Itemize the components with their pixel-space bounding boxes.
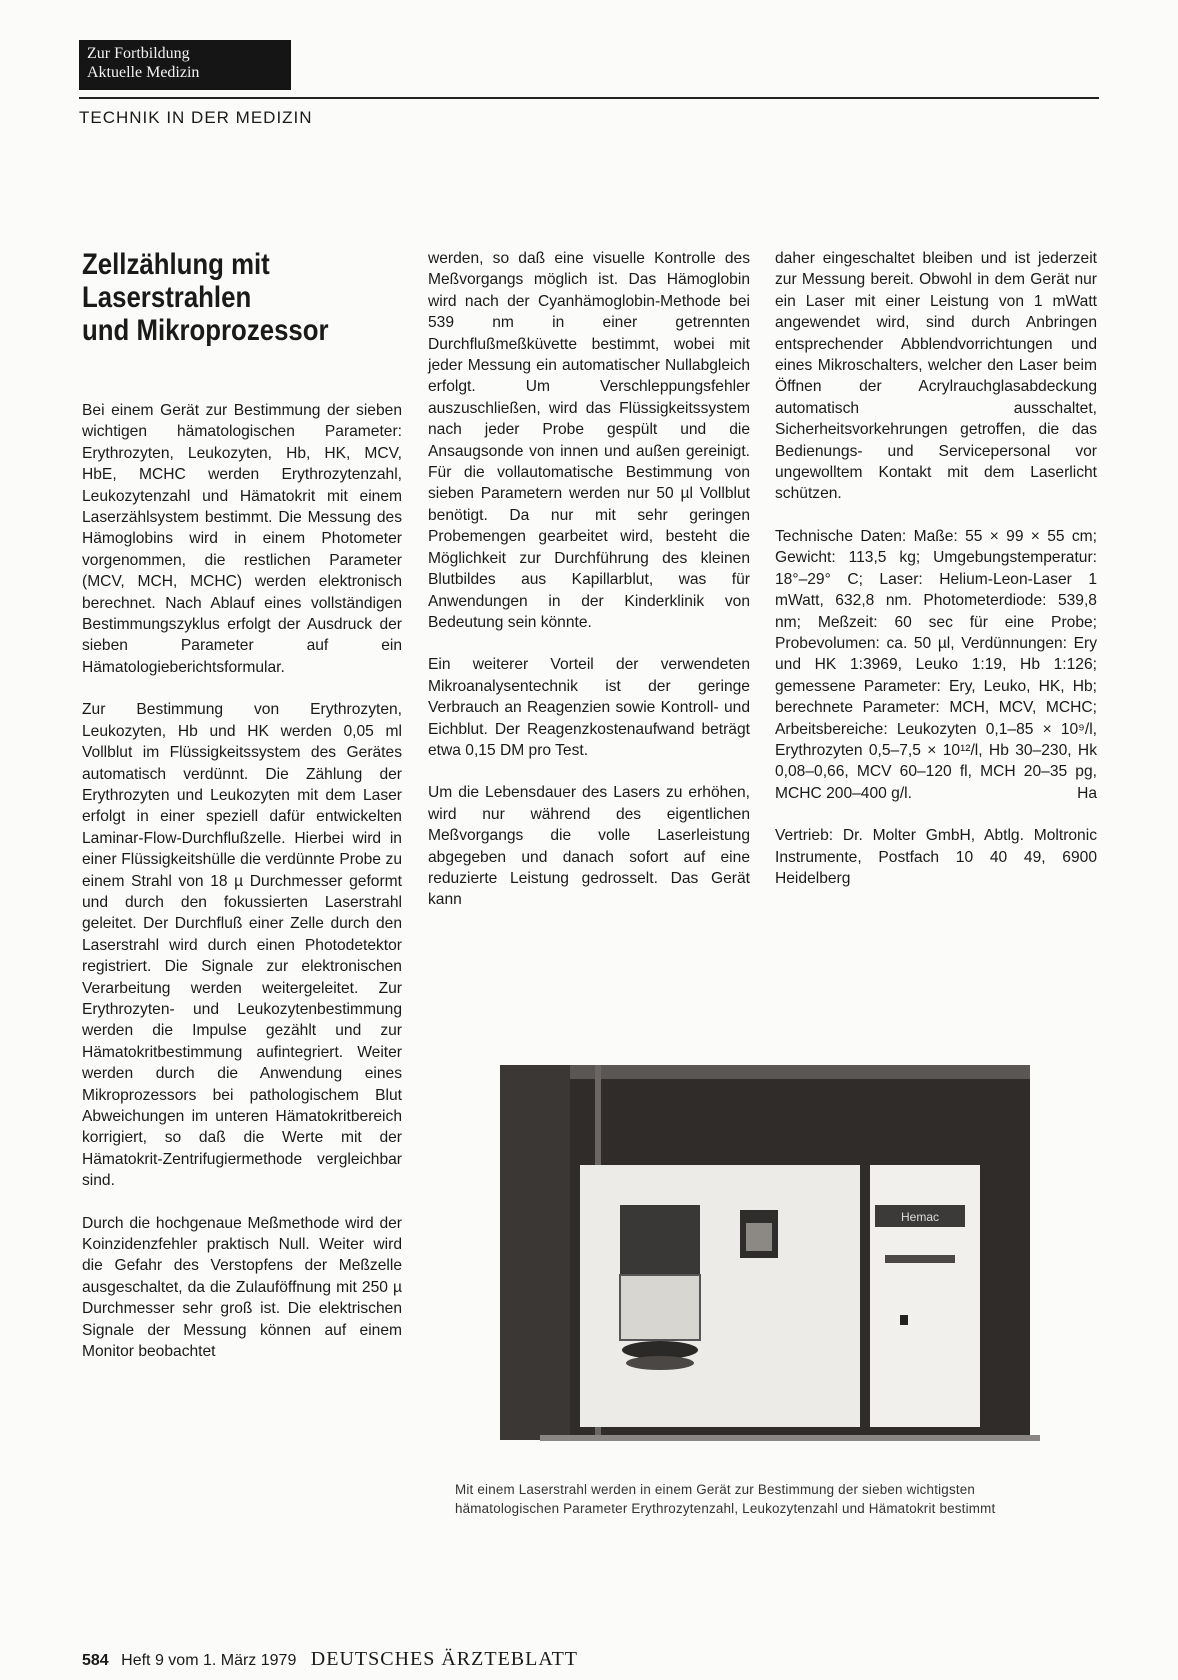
text-column-2	[428, 248, 750, 932]
text-column-3	[775, 248, 1097, 910]
figure-caption: Mit einem Laserstrahl werden in einem Gerät zur Bestimmung der sieben wichtigsten hämatologischen Parameter Erythrozytenzahl, Leukozytenzahl und Hämatokrit bestimmt	[455, 1482, 996, 1516]
device-label: Hemac	[900, 1210, 940, 1224]
paragraph: Bei einem Gerät zur Bestimmung der sieben wichtigen hämatologischen Parameter: Erythrozyten, Leukozyten, Hb, HK, MCV, HbE, MCHC werden Erythrozytenzahl, Leukozytenzahl und Hämatokrit mit einem Laserzählsystem bestimmt. Die Messung des Hämoglobins wird in einem Photometer vorgenommen, die restlichen Parameter (MCV, MCH, MCHC) werden elektronisch berechnet. Nach Ablauf eines vollständigen Bestimmungszyklus erfolgt der Ausdruck der sieben Parameter auf ein Hämatologieberichtsformular.	[82, 402, 402, 676]
tech-data-text: Technische Daten: Maße: 55 × 99 × 55 cm; Gewicht: 113,5 kg; Umgebungstemperatur: 18°–29° C; Laser: Helium-Leon-Laser 1 mWatt, 632,8 nm. Photometerdiode: 539,8 nm; Meßzeit: 60 sec für eine Probe; Probevolumen: ca. 50 µl, Verdünnungen: Ery und HK 1:3969, Leuko 1:19, Hb 1:126; gemessene Parameter: Ery, Leuko, HK, Hb; berechnete Parameter: MCH, MCV, MCHC; Arbeitsbereiche: Leukozyten 0,1–85 × 10⁹/l, Erythrozyten 0,5–7,5 × 10¹²/l, Hb 30–230, Hk 0,08–0,66, MCV 60–120 fl, MCH 20–35 pg, MCHC 200–400 g/l.	[775, 527, 1097, 802]
paragraph: Ein weiterer Vorteil der verwendeten Mikroanalysentechnik ist der geringe Verbrauch an Reagenzien sowie Kontroll- und Eichblut. Der Reagenzkostenaufwand beträgt etwa 0,15 DM pro Test.	[428, 656, 750, 759]
rubric: TECHNIK IN DER MEDIZIN	[79, 108, 313, 127]
device-photo	[430, 1065, 1090, 1465]
page-footer	[82, 1648, 578, 1671]
text-column-1	[82, 400, 402, 1383]
page-number: 584	[82, 1652, 109, 1669]
title-line-3: und Mikroprozessor	[82, 314, 329, 347]
author-signature: Ha	[1077, 784, 1097, 802]
article-title	[82, 248, 374, 347]
paragraph	[775, 526, 1097, 804]
section-kicker	[79, 40, 291, 90]
hematology-analyzer-image	[430, 1065, 1090, 1465]
issue-info: Heft 9 vom 1. März 1979	[121, 1652, 297, 1669]
title-line-2: Laserstrahlen	[82, 281, 252, 314]
top-rule	[79, 97, 1099, 99]
paragraph: Durch die hochgenaue Meßmethode wird der Koinzidenzfehler praktisch Null. Weiter wird die Gefahr des Verstopfens der Meßzelle ausgeschaltet, da die Zulauföffnung mit 250 µ Durchmesser sehr groß ist. Die elektrischen Signale der Messung können auf einem Monitor beobachtet	[82, 1214, 402, 1361]
paragraph: Vertrieb: Dr. Molter GmbH, Abtlg. Moltronic Instrumente, Postfach 10 40 49, 6900 Heidelberg	[775, 827, 1097, 887]
kicker-line-1: Zur Fortbildung	[87, 45, 190, 62]
paragraph: Zur Bestimmung von Erythrozyten, Leukozyten, Hb und HK werden 0,05 ml Vollblut im Flüssigkeitssystem des Gerätes automatisch verdünnt. Die Zählung der Erythrozyten und Leukozyten mit dem Laser erfolgt in einer speziell dafür entwickelten Laminar-Flow-Durchflußzelle. Hierbei wird in einer Flüssigkeitshülle die verdünnte Probe zu einem Strahl von 18 µ Durchmesser geformt und durch den fokussierten Laserstrahl geleitet. Der Durchfluß einer Zelle durch den Laserstrahl wird durch einen Photodetektor registriert. Die Signale zur elektronischen Verarbeitung werden weitergeleitet. Zur Erythrozyten- und Leukozytenbestimmung werden die Impulse gezählt und zur Hämatokritbestimmung aufintegriert. Weiter werden durch die Anwendung eines Mikroprozessors bei pathologischem Blut Abweichungen im unteren Hämatokritbereich korrigiert, so daß die Werte mit der Hämatokrit-Zentrifugiermethode vergleichbar sind.	[82, 701, 402, 1190]
title-line-1: Zellzählung mit	[82, 248, 270, 281]
paragraph: Um die Lebensdauer des Lasers zu erhöhen, wird nur während des eigentlichen Meßvorgangs die volle Laserleistung abgegeben und danach sofort auf eine reduzierte Leistung gedrosselt. Das Gerät kann	[428, 784, 750, 909]
publication-name: DEUTSCHES ÄRZTEBLATT	[310, 1648, 579, 1670]
paragraph: daher eingeschaltet bleiben und ist jederzeit zur Messung bereit. Obwohl in dem Gerät nur ein Laser mit einer Leistung von 1 mWatt angewendet wird, sind durch Anbringen entsprechender Abblendvorrichtungen und eines Mikroschalters, welcher den Laser beim Öffnen der Acrylrauchglasabdeckung automatisch ausschaltet, Sicherheitsvorkehrungen getroffen, die das Bedienungs- und Servicepersonal vor ungewolltem Kontakt mit dem Laserlicht schützen.	[775, 250, 1097, 503]
paragraph: werden, so daß eine visuelle Kontrolle des Meßvorgangs möglich ist. Das Hämoglobin wird nach der Cyanhämoglobin-Methode bei 539 nm in einer getrennten Durchflußmeßküvette bestimmt, wobei mit jeder Messung ein automatischer Nullabgleich erfolgt. Um Verschleppungsfehler auszuschließen, wird das Flüssigkeitssystem nach jeder Probe gespült und die Ansaugsonde von innen und außen gereinigt. Für die vollautomatische Bestimmung von sieben Parametern werden nur 50 µl Vollblut benötigt. Da nur mit sehr geringen Probemengen gearbeitet wird, besteht die Möglichkeit zur Durchführung des kleinen Blutbildes aus Kapillarblut, was für Anwendungen in der Kinderklinik von Bedeutung sein könnte.	[428, 250, 750, 631]
kicker-line-2: Aktuelle Medizin	[87, 64, 200, 81]
